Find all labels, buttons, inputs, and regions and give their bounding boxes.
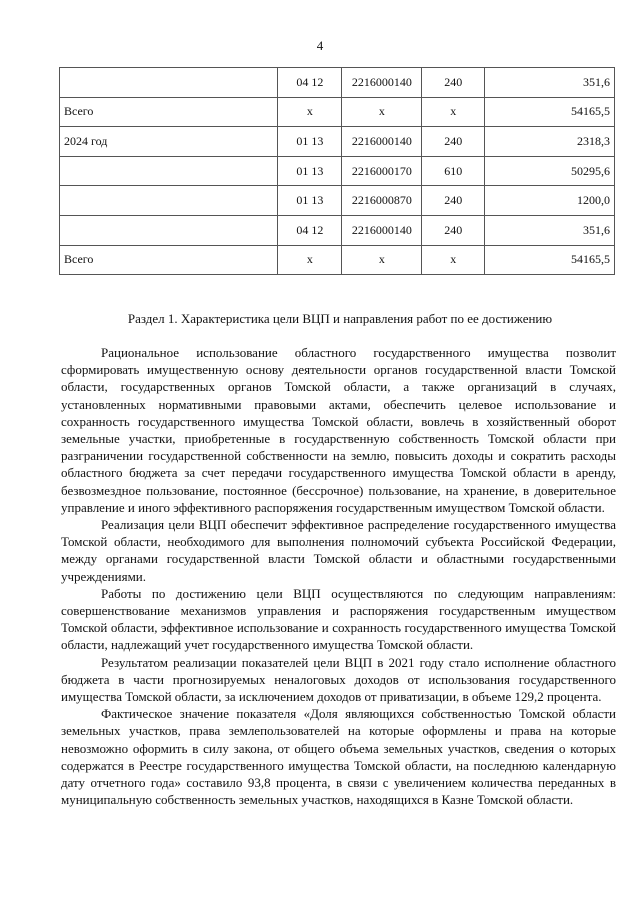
table-cell: х bbox=[342, 97, 422, 127]
table-row bbox=[60, 68, 615, 98]
table-row bbox=[60, 215, 615, 245]
table-row bbox=[60, 97, 615, 127]
table-cell: 240 bbox=[422, 127, 485, 157]
table-cell: Всего bbox=[60, 245, 278, 275]
table-cell bbox=[60, 215, 278, 245]
paragraph: Работы по достижению цели ВЦП осуществляются по следующим направлениям: совершенствование механизмов управления и распоряжения государственным имуществом Томской области, эффективное использование и сохранность государственного имущества Томской области, надлежащий учет государственного имущества Томской области. bbox=[61, 585, 616, 653]
table-row bbox=[60, 186, 615, 216]
table-cell: 01 13 bbox=[278, 156, 342, 186]
table-cell: 01 13 bbox=[278, 186, 342, 216]
table-cell: х bbox=[278, 245, 342, 275]
table-cell: 1200,0 bbox=[485, 186, 615, 216]
table-cell: 351,6 bbox=[485, 68, 615, 98]
table-cell bbox=[60, 156, 278, 186]
table-cell: 240 bbox=[422, 68, 485, 98]
table-cell: 2216000140 bbox=[342, 68, 422, 98]
table-cell: 50295,6 bbox=[485, 156, 615, 186]
table-cell: х bbox=[422, 245, 485, 275]
table-cell: 2216000140 bbox=[342, 215, 422, 245]
table-cell: 2216000140 bbox=[342, 127, 422, 157]
table-cell: 240 bbox=[422, 186, 485, 216]
table-cell: 240 bbox=[422, 215, 485, 245]
paragraph: Результатом реализации показателей цели ВЦП в 2021 году стало исполнение областного бюджета в части прогнозируемых неналоговых доходов от использования государственного имущества Томской области, за исключением доходов от приватизации, в объеме 129,2 процента. bbox=[61, 654, 616, 705]
table-cell bbox=[60, 68, 278, 98]
table-cell: 2216000170 bbox=[342, 156, 422, 186]
paragraph: Рациональное использование областного государственного имущества позволит сформировать имущественную основу деятельности органов государственной власти Томской области, государственных органов Томской области, а также организаций в случаях, установленных нормативными правовыми актами, обеспечить целевое использование и сохранность государственного имущества Томской области, вовлечь в хозяйственный оборот земельные участки, приобретенные в государственную собственность Томской области при разграничении государственной собственности на землю, повысить доходы и сократить расходы областного бюджета за счет передачи государственного имущества Томской области в аренду, безвозмездное пользование, постоянное (бессрочное) пользование, на хранение, в доверительное управление и иного эффективного распоряжения государственным имуществом Томской области. bbox=[61, 345, 616, 515]
table-cell: 2216000870 bbox=[342, 186, 422, 216]
table-cell bbox=[60, 186, 278, 216]
table-cell: х bbox=[278, 97, 342, 127]
table-row bbox=[60, 156, 615, 186]
table-row bbox=[60, 127, 615, 157]
paragraph: Реализация цели ВЦП обеспечит эффективное распределение государственного имущества Томской области, необходимого для выполнения полномочий субъекта Российской Федерации, между органами государственной власти Томской области и областными государственными учреждениями. bbox=[61, 517, 616, 584]
table-cell: 2318,3 bbox=[485, 127, 615, 157]
table-row bbox=[60, 245, 615, 275]
body-text bbox=[61, 344, 616, 808]
table-cell: 610 bbox=[422, 156, 485, 186]
table-cell: Всего bbox=[60, 97, 278, 127]
page-number: 4 bbox=[316, 38, 324, 53]
budget-table bbox=[59, 67, 615, 275]
section-heading: Раздел 1. Характеристика цели ВЦП и направления работ по ее достижению bbox=[127, 311, 553, 326]
table-cell: 04 12 bbox=[278, 215, 342, 245]
table-cell: 351,6 bbox=[485, 215, 615, 245]
table-cell: 2024 год bbox=[60, 127, 278, 157]
table-cell: х bbox=[342, 245, 422, 275]
table-cell: 54165,5 bbox=[485, 97, 615, 127]
table-cell: 01 13 bbox=[278, 127, 342, 157]
table-cell: 04 12 bbox=[278, 68, 342, 98]
paragraph: Фактическое значение показателя «Доля являющихся собственностью Томской области земельных участков, права землепользователей на которые оформлены и права на которые невозможно оформить в силу закона, от общего объема земельных участков, сведения о которых содержатся в Реестре государственного имущества Томской области, на последнюю календарную дату отчетного года» составило 93,8 процента, в связи с увеличением количества переданных в муниципальную собственность земельных участков, находящихся в Казне Томской области. bbox=[61, 706, 616, 808]
table-cell: 54165,5 bbox=[485, 245, 615, 275]
table-cell: х bbox=[422, 97, 485, 127]
